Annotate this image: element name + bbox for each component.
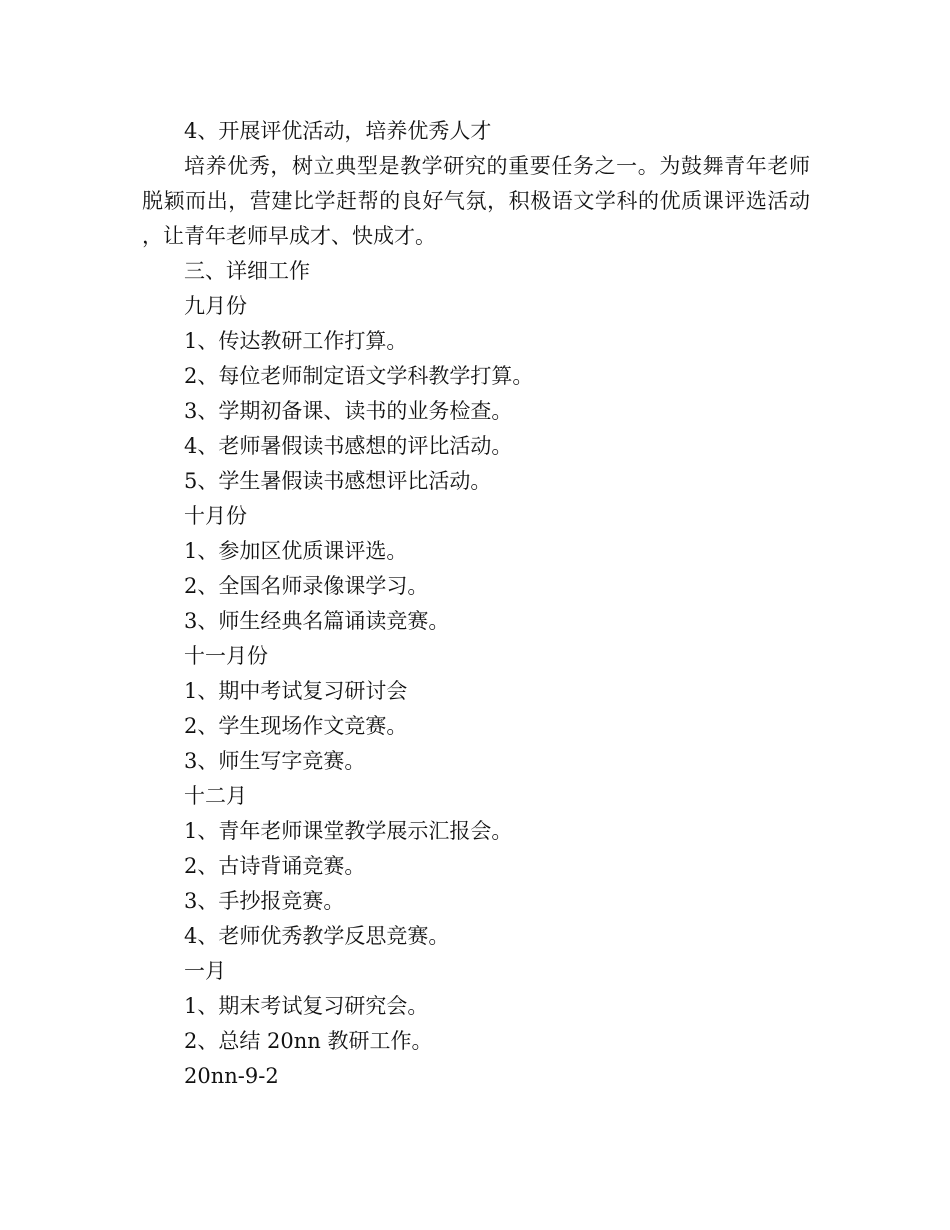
month-heading-november: 十一月份: [184, 644, 268, 668]
list-item: 2、学生现场作文竞赛。: [184, 714, 408, 738]
list-item: 2、总结 20nn 教研工作。: [184, 1029, 433, 1053]
list-item: 1、期末考试复习研究会。: [184, 994, 429, 1018]
list-item: 1、参加区优质课评选。: [184, 539, 408, 563]
section-heading-detailed-work: 三、详细工作: [184, 259, 310, 283]
list-item: 1、传达教研工作打算。: [184, 329, 408, 353]
document-date: 20nn-9-2: [184, 1064, 279, 1088]
list-item: 5、学生暑假读书感想评比活动。: [184, 469, 492, 493]
month-heading-september: 九月份: [184, 294, 247, 318]
month-heading-january: 一月: [184, 959, 226, 983]
list-item-4-talent: 4、开展评优活动，培养优秀人才: [184, 119, 492, 143]
list-item: 2、每位老师制定语文学科教学打算。: [184, 364, 534, 388]
list-item: 3、学期初备课、读书的业务检查。: [184, 399, 513, 423]
list-item: 4、老师暑假读书感想的评比活动。: [184, 434, 513, 458]
list-item: 3、师生经典名篇诵读竞赛。: [184, 609, 450, 633]
list-item: 2、古诗背诵竞赛。: [184, 854, 366, 878]
list-item: 3、师生写字竞赛。: [184, 749, 366, 773]
body-paragraph: 培养优秀，树立典型是教学研究的重要任务之一。为鼓舞青年老师脱颖而出，营建比学赶帮的良好气氛，积极语文学科的优质课评选活动，让青年老师早成才、快成才。: [142, 154, 810, 248]
month-heading-october: 十月份: [184, 504, 247, 528]
list-item: 1、青年老师课堂教学展示汇报会。: [184, 819, 513, 843]
document-body: [142, 114, 810, 1094]
list-item: 3、手抄报竞赛。: [184, 889, 345, 913]
list-item: 1、期中考试复习研讨会: [184, 679, 408, 703]
month-heading-december: 十二月: [184, 784, 247, 808]
list-item: 4、老师优秀教学反思竞赛。: [184, 924, 450, 948]
list-item: 2、全国名师录像课学习。: [184, 574, 429, 598]
